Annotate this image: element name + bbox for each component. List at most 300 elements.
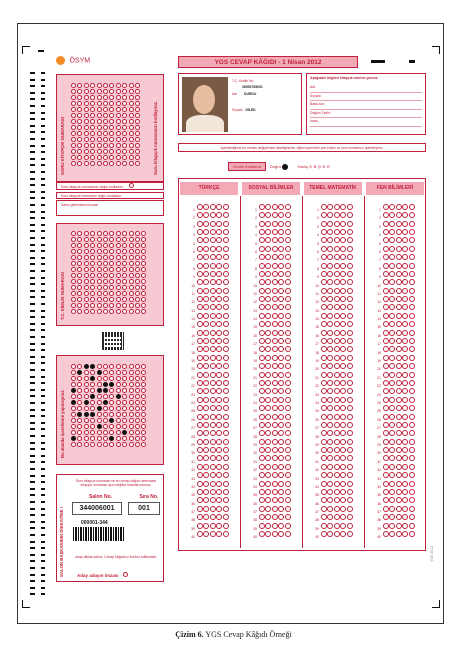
answer-bubble[interactable]: [334, 221, 340, 227]
answer-bubble[interactable]: [383, 313, 389, 319]
answer-bubble[interactable]: [278, 221, 284, 227]
answer-bubble[interactable]: [409, 229, 415, 235]
answer-bubble[interactable]: [210, 338, 216, 344]
answer-bubble[interactable]: [223, 321, 229, 327]
answer-bubble[interactable]: [340, 279, 346, 285]
answer-bubble[interactable]: [84, 442, 89, 447]
answer-bubble[interactable]: [334, 422, 340, 428]
answer-bubble[interactable]: [197, 472, 203, 478]
answer-bubble[interactable]: [272, 372, 278, 378]
answer-bubble[interactable]: [216, 414, 222, 420]
answer-bubble[interactable]: [334, 447, 340, 453]
answer-bubble[interactable]: [340, 363, 346, 369]
answer-bubble[interactable]: [197, 439, 203, 445]
answer-bubble[interactable]: [272, 422, 278, 428]
answer-bubble[interactable]: [327, 405, 333, 411]
answer-bubble[interactable]: [383, 263, 389, 269]
answer-bubble[interactable]: [402, 254, 408, 260]
answer-bubble[interactable]: [272, 271, 278, 277]
answer-bubble[interactable]: [389, 363, 395, 369]
answer-bubble[interactable]: [340, 414, 346, 420]
answer-bubble[interactable]: [321, 346, 327, 352]
answer-bubble[interactable]: [203, 422, 209, 428]
answer-bubble[interactable]: [203, 380, 209, 386]
answer-bubble[interactable]: [216, 363, 222, 369]
answer-bubble[interactable]: [223, 514, 229, 520]
answer-bubble[interactable]: [389, 355, 395, 361]
answer-bubble[interactable]: [409, 355, 415, 361]
answer-bubble[interactable]: [265, 338, 271, 344]
answer-bubble[interactable]: [340, 355, 346, 361]
answer-bubble[interactable]: [216, 263, 222, 269]
answer-bubble[interactable]: [347, 296, 353, 302]
answer-bubble[interactable]: [402, 506, 408, 512]
answer-bubble[interactable]: [321, 363, 327, 369]
answer-bubble[interactable]: [77, 309, 82, 314]
answer-bubble[interactable]: [347, 372, 353, 378]
answer-bubble[interactable]: [278, 523, 284, 529]
answer-bubble[interactable]: [340, 254, 346, 260]
answer-bubble[interactable]: [265, 229, 271, 235]
answer-bubble[interactable]: [389, 472, 395, 478]
answer-bubble[interactable]: [210, 279, 216, 285]
answer-bubble[interactable]: [265, 397, 271, 403]
answer-bubble[interactable]: [259, 439, 265, 445]
answer-bubble[interactable]: [285, 338, 291, 344]
answer-bubble[interactable]: [285, 506, 291, 512]
answer-bubble[interactable]: [347, 514, 353, 520]
answer-bubble[interactable]: [402, 304, 408, 310]
answer-bubble[interactable]: [216, 296, 222, 302]
answer-bubble[interactable]: [203, 346, 209, 352]
answer-bubble[interactable]: [197, 380, 203, 386]
answer-bubble[interactable]: [272, 346, 278, 352]
answer-bubble[interactable]: [278, 288, 284, 294]
answer-bubble[interactable]: [210, 204, 216, 210]
answer-bubble[interactable]: [129, 309, 134, 314]
answer-bubble[interactable]: [203, 279, 209, 285]
answer-bubble[interactable]: [347, 422, 353, 428]
answer-bubble[interactable]: [272, 388, 278, 394]
answer-bubble[interactable]: [223, 355, 229, 361]
answer-bubble[interactable]: [210, 237, 216, 243]
answer-bubble[interactable]: [278, 481, 284, 487]
answer-bubble[interactable]: [71, 161, 76, 166]
answer-bubble[interactable]: [210, 455, 216, 461]
answer-bubble[interactable]: [197, 455, 203, 461]
answer-bubble[interactable]: [278, 514, 284, 520]
answer-bubble[interactable]: [409, 388, 415, 394]
answer-bubble[interactable]: [278, 304, 284, 310]
answer-bubble[interactable]: [265, 271, 271, 277]
answer-bubble[interactable]: [135, 161, 140, 166]
answer-bubble[interactable]: [278, 405, 284, 411]
answer-bubble[interactable]: [396, 237, 402, 243]
answer-bubble[interactable]: [327, 397, 333, 403]
answer-bubble[interactable]: [278, 372, 284, 378]
answer-bubble[interactable]: [321, 229, 327, 235]
answer-bubble[interactable]: [347, 439, 353, 445]
answer-bubble[interactable]: [259, 346, 265, 352]
answer-bubble[interactable]: [278, 497, 284, 503]
answer-bubble[interactable]: [383, 246, 389, 252]
answer-bubble[interactable]: [265, 330, 271, 336]
answer-bubble[interactable]: [265, 523, 271, 529]
answer-bubble[interactable]: [402, 346, 408, 352]
answer-bubble[interactable]: [389, 388, 395, 394]
answer-bubble[interactable]: [210, 523, 216, 529]
answer-bubble[interactable]: [334, 229, 340, 235]
answer-bubble[interactable]: [197, 254, 203, 260]
answer-bubble[interactable]: [402, 497, 408, 503]
answer-bubble[interactable]: [265, 388, 271, 394]
answer-bubble[interactable]: [278, 346, 284, 352]
booklet-check[interactable]: [56, 182, 164, 190]
answer-bubble[interactable]: [265, 204, 271, 210]
answer-bubble[interactable]: [259, 430, 265, 436]
answer-bubble[interactable]: [210, 330, 216, 336]
answer-bubble[interactable]: [278, 296, 284, 302]
answer-bubble[interactable]: [259, 447, 265, 453]
answer-bubble[interactable]: [396, 497, 402, 503]
answer-bubble[interactable]: [402, 271, 408, 277]
answer-bubble[interactable]: [396, 388, 402, 394]
answer-bubble[interactable]: [327, 288, 333, 294]
answer-bubble[interactable]: [383, 221, 389, 227]
answer-bubble[interactable]: [334, 304, 340, 310]
answer-bubble[interactable]: [210, 263, 216, 269]
answer-bubble[interactable]: [278, 422, 284, 428]
answer-bubble[interactable]: [334, 313, 340, 319]
answer-bubble[interactable]: [396, 288, 402, 294]
answer-bubble[interactable]: [210, 221, 216, 227]
answer-bubble[interactable]: [223, 414, 229, 420]
answer-bubble[interactable]: [409, 304, 415, 310]
answer-bubble[interactable]: [272, 397, 278, 403]
answer-bubble[interactable]: [216, 313, 222, 319]
answer-bubble[interactable]: [278, 414, 284, 420]
answer-bubble[interactable]: [223, 506, 229, 512]
answer-bubble[interactable]: [116, 442, 121, 447]
answer-bubble[interactable]: [321, 330, 327, 336]
answer-bubble[interactable]: [389, 330, 395, 336]
answer-bubble[interactable]: [216, 523, 222, 529]
answer-bubble[interactable]: [278, 506, 284, 512]
answer-bubble[interactable]: [321, 212, 327, 218]
answer-bubble[interactable]: [340, 229, 346, 235]
answer-bubble[interactable]: [321, 372, 327, 378]
answer-bubble[interactable]: [396, 363, 402, 369]
answer-bubble[interactable]: [409, 237, 415, 243]
answer-bubble[interactable]: [90, 161, 95, 166]
answer-bubble[interactable]: [334, 405, 340, 411]
answer-bubble[interactable]: [203, 523, 209, 529]
answer-bubble[interactable]: [321, 221, 327, 227]
answer-bubble[interactable]: [383, 346, 389, 352]
answer-bubble[interactable]: [223, 397, 229, 403]
answer-bubble[interactable]: [197, 531, 203, 537]
answer-bubble[interactable]: [389, 531, 395, 537]
answer-bubble[interactable]: [272, 363, 278, 369]
answer-bubble[interactable]: [129, 161, 134, 166]
answer-bubble[interactable]: [285, 481, 291, 487]
answer-bubble[interactable]: [203, 472, 209, 478]
answer-bubble[interactable]: [210, 321, 216, 327]
answer-bubble[interactable]: [327, 296, 333, 302]
answer-bubble[interactable]: [402, 338, 408, 344]
answer-bubble[interactable]: [278, 355, 284, 361]
answer-bubble[interactable]: [389, 288, 395, 294]
answer-bubble[interactable]: [223, 523, 229, 529]
answer-bubble[interactable]: [409, 338, 415, 344]
answer-bubble[interactable]: [259, 330, 265, 336]
answer-bubble[interactable]: [327, 455, 333, 461]
answer-bubble[interactable]: [340, 288, 346, 294]
answer-bubble[interactable]: [334, 439, 340, 445]
answer-bubble[interactable]: [259, 455, 265, 461]
answer-bubble[interactable]: [347, 271, 353, 277]
answer-bubble[interactable]: [327, 212, 333, 218]
answer-bubble[interactable]: [347, 321, 353, 327]
answer-bubble[interactable]: [259, 489, 265, 495]
answer-bubble[interactable]: [203, 330, 209, 336]
answer-bubble[interactable]: [203, 447, 209, 453]
answer-bubble[interactable]: [203, 439, 209, 445]
answer-bubble[interactable]: [327, 237, 333, 243]
answer-bubble[interactable]: [285, 237, 291, 243]
answer-bubble[interactable]: [259, 472, 265, 478]
answer-bubble[interactable]: [402, 229, 408, 235]
answer-bubble[interactable]: [334, 346, 340, 352]
answer-bubble[interactable]: [409, 346, 415, 352]
answer-bubble[interactable]: [259, 279, 265, 285]
answer-bubble[interactable]: [203, 464, 209, 470]
answer-bubble[interactable]: [272, 221, 278, 227]
answer-bubble[interactable]: [265, 254, 271, 260]
answer-bubble[interactable]: [197, 263, 203, 269]
answer-bubble[interactable]: [216, 388, 222, 394]
answer-bubble[interactable]: [396, 372, 402, 378]
answer-bubble[interactable]: [340, 497, 346, 503]
answer-bubble[interactable]: [334, 481, 340, 487]
answer-bubble[interactable]: [409, 455, 415, 461]
answer-bubble[interactable]: [347, 397, 353, 403]
answer-bubble[interactable]: [402, 263, 408, 269]
answer-bubble[interactable]: [259, 506, 265, 512]
answer-bubble[interactable]: [340, 422, 346, 428]
answer-bubble[interactable]: [285, 296, 291, 302]
answer-bubble[interactable]: [396, 414, 402, 420]
answer-bubble[interactable]: [327, 531, 333, 537]
answer-bubble[interactable]: [223, 388, 229, 394]
answer-bubble[interactable]: [278, 229, 284, 235]
answer-bubble[interactable]: [197, 447, 203, 453]
answer-bubble[interactable]: [223, 330, 229, 336]
answer-bubble[interactable]: [122, 442, 127, 447]
answer-bubble[interactable]: [285, 321, 291, 327]
answer-bubble[interactable]: [396, 481, 402, 487]
answer-bubble[interactable]: [278, 472, 284, 478]
answer-bubble[interactable]: [383, 414, 389, 420]
answer-bubble[interactable]: [197, 279, 203, 285]
answer-bubble[interactable]: [327, 263, 333, 269]
answer-bubble[interactable]: [285, 497, 291, 503]
answer-bubble[interactable]: [321, 455, 327, 461]
answer-bubble[interactable]: [259, 321, 265, 327]
answer-bubble[interactable]: [334, 430, 340, 436]
answer-bubble[interactable]: [216, 338, 222, 344]
answer-bubble[interactable]: [197, 422, 203, 428]
answer-bubble[interactable]: [285, 304, 291, 310]
answer-bubble[interactable]: [321, 338, 327, 344]
answer-bubble[interactable]: [272, 523, 278, 529]
answer-bubble[interactable]: [103, 442, 108, 447]
answer-bubble[interactable]: [272, 514, 278, 520]
answer-bubble[interactable]: [278, 321, 284, 327]
answer-bubble[interactable]: [409, 212, 415, 218]
answer-bubble[interactable]: [216, 321, 222, 327]
answer-bubble[interactable]: [216, 221, 222, 227]
answer-bubble[interactable]: [197, 338, 203, 344]
answer-bubble[interactable]: [223, 246, 229, 252]
answer-bubble[interactable]: [278, 439, 284, 445]
answer-bubble[interactable]: [409, 313, 415, 319]
answer-bubble[interactable]: [109, 442, 114, 447]
answer-bubble[interactable]: [203, 388, 209, 394]
answer-bubble[interactable]: [409, 330, 415, 336]
answer-bubble[interactable]: [383, 304, 389, 310]
answer-bubble[interactable]: [389, 204, 395, 210]
answer-bubble[interactable]: [334, 489, 340, 495]
answer-bubble[interactable]: [389, 321, 395, 327]
answer-bubble[interactable]: [340, 304, 346, 310]
answer-bubble[interactable]: [210, 497, 216, 503]
answer-bubble[interactable]: [223, 304, 229, 310]
answer-bubble[interactable]: [71, 442, 76, 447]
answer-bubble[interactable]: [71, 309, 76, 314]
answer-bubble[interactable]: [97, 309, 102, 314]
answer-bubble[interactable]: [272, 405, 278, 411]
answer-bubble[interactable]: [389, 405, 395, 411]
answer-bubble[interactable]: [383, 355, 389, 361]
answer-bubble[interactable]: [327, 346, 333, 352]
answer-bubble[interactable]: [389, 229, 395, 235]
answer-bubble[interactable]: [402, 523, 408, 529]
answer-bubble[interactable]: [278, 380, 284, 386]
answer-bubble[interactable]: [383, 514, 389, 520]
answer-bubble[interactable]: [223, 221, 229, 227]
answer-bubble[interactable]: [223, 472, 229, 478]
answer-bubble[interactable]: [216, 212, 222, 218]
answer-bubble[interactable]: [347, 531, 353, 537]
answer-bubble[interactable]: [135, 309, 140, 314]
answer-bubble[interactable]: [223, 439, 229, 445]
answer-bubble[interactable]: [203, 455, 209, 461]
answer-bubble[interactable]: [210, 380, 216, 386]
answer-bubble[interactable]: [223, 481, 229, 487]
answer-bubble[interactable]: [203, 363, 209, 369]
answer-bubble[interactable]: [396, 246, 402, 252]
answer-bubble[interactable]: [321, 397, 327, 403]
answer-bubble[interactable]: [216, 346, 222, 352]
answer-bubble[interactable]: [259, 422, 265, 428]
answer-bubble[interactable]: [97, 442, 102, 447]
answer-bubble[interactable]: [402, 313, 408, 319]
answer-bubble[interactable]: [321, 439, 327, 445]
answer-bubble[interactable]: [402, 355, 408, 361]
answer-bubble[interactable]: [340, 237, 346, 243]
answer-bubble[interactable]: [347, 304, 353, 310]
answer-bubble[interactable]: [383, 455, 389, 461]
answer-bubble[interactable]: [272, 380, 278, 386]
answer-bubble[interactable]: [141, 309, 146, 314]
answer-bubble[interactable]: [347, 212, 353, 218]
answer-bubble[interactable]: [334, 414, 340, 420]
answer-bubble[interactable]: [223, 338, 229, 344]
answer-bubble[interactable]: [334, 363, 340, 369]
answer-bubble[interactable]: [210, 531, 216, 537]
answer-bubble[interactable]: [77, 161, 82, 166]
answer-bubble[interactable]: [103, 309, 108, 314]
answer-bubble[interactable]: [321, 481, 327, 487]
answer-bubble[interactable]: [203, 397, 209, 403]
answer-bubble[interactable]: [334, 330, 340, 336]
answer-bubble[interactable]: [389, 506, 395, 512]
answer-bubble[interactable]: [334, 321, 340, 327]
answer-bubble[interactable]: [340, 296, 346, 302]
answer-bubble[interactable]: [340, 271, 346, 277]
answer-bubble[interactable]: [383, 489, 389, 495]
answer-bubble[interactable]: [216, 489, 222, 495]
answer-bubble[interactable]: [327, 221, 333, 227]
answer-bubble[interactable]: [259, 237, 265, 243]
answer-bubble[interactable]: [334, 506, 340, 512]
answer-bubble[interactable]: [321, 489, 327, 495]
answer-bubble[interactable]: [272, 279, 278, 285]
answer-bubble[interactable]: [402, 455, 408, 461]
answer-bubble[interactable]: [327, 363, 333, 369]
answer-bubble[interactable]: [265, 439, 271, 445]
answer-bubble[interactable]: [210, 481, 216, 487]
answer-bubble[interactable]: [321, 204, 327, 210]
answer-bubble[interactable]: [259, 212, 265, 218]
answer-bubble[interactable]: [197, 388, 203, 394]
answer-bubble[interactable]: [216, 330, 222, 336]
answer-bubble[interactable]: [265, 414, 271, 420]
answer-bubble[interactable]: [409, 321, 415, 327]
answer-bubble[interactable]: [272, 506, 278, 512]
answer-bubble[interactable]: [334, 388, 340, 394]
answer-bubble[interactable]: [340, 330, 346, 336]
answer-bubble[interactable]: [402, 489, 408, 495]
answer-bubble[interactable]: [321, 506, 327, 512]
answer-bubble[interactable]: [285, 523, 291, 529]
answer-bubble[interactable]: [272, 355, 278, 361]
answer-bubble[interactable]: [197, 271, 203, 277]
answer-bubble[interactable]: [347, 221, 353, 227]
answer-bubble[interactable]: [197, 313, 203, 319]
answer-bubble[interactable]: [203, 271, 209, 277]
answer-bubble[interactable]: [272, 304, 278, 310]
answer-bubble[interactable]: [259, 363, 265, 369]
answer-bubble[interactable]: [216, 237, 222, 243]
answer-bubble[interactable]: [197, 288, 203, 294]
answer-bubble[interactable]: [223, 372, 229, 378]
answer-bubble[interactable]: [409, 263, 415, 269]
answer-bubble[interactable]: [223, 464, 229, 470]
answer-bubble[interactable]: [347, 523, 353, 529]
answer-bubble[interactable]: [216, 254, 222, 260]
